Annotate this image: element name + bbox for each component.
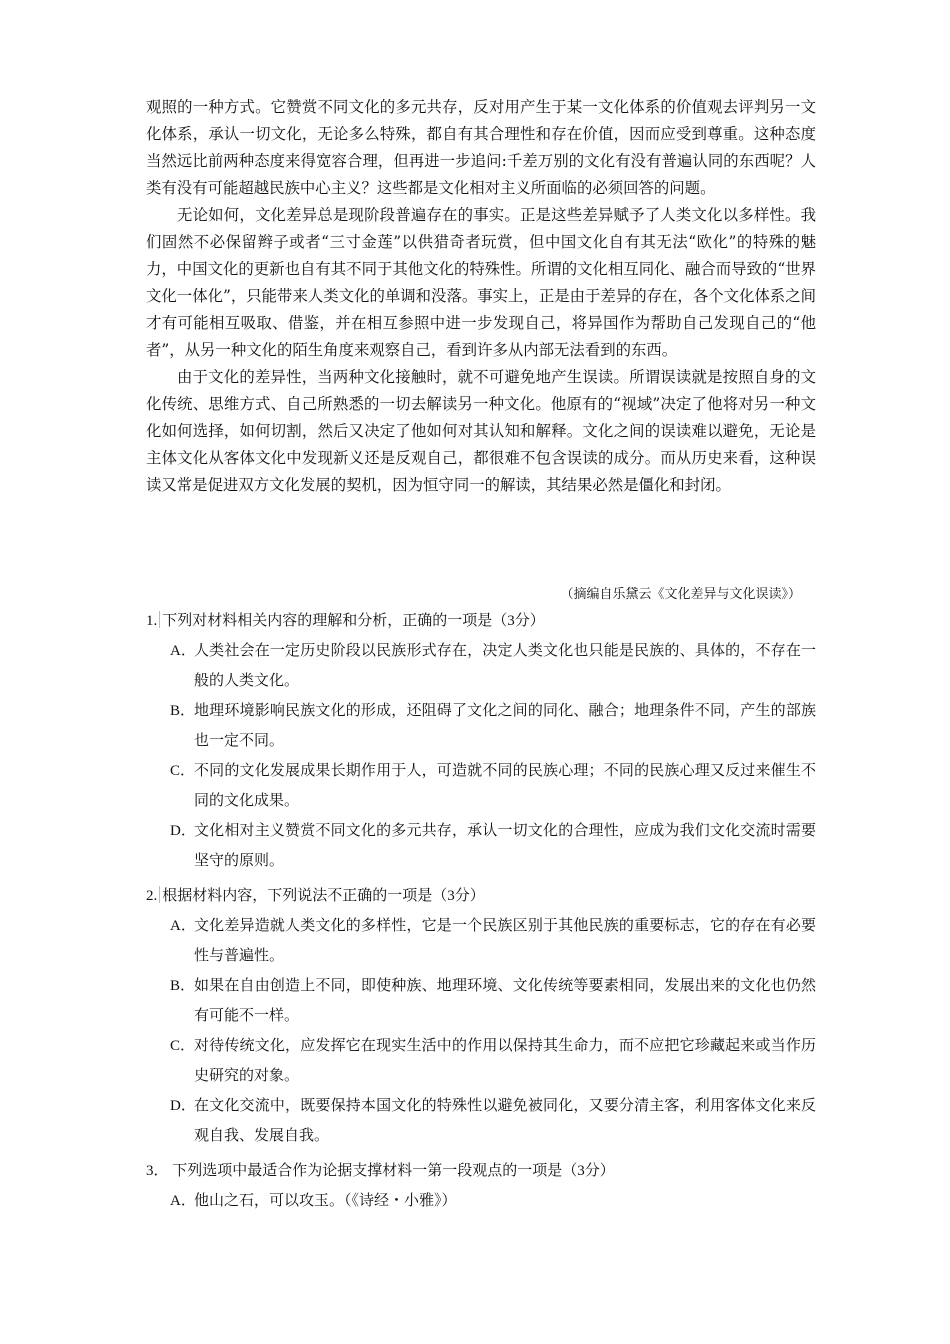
option-d [146, 1091, 816, 1151]
option-letter: B． [170, 978, 196, 994]
option-a [146, 1186, 816, 1216]
option-text: 不同的文化发展成果长期作用于人，可造就不同的民族心理；不同的民族心理又反过来催生不同的文化成果。 [194, 763, 816, 809]
option-letter: A． [170, 1193, 196, 1209]
option-text: 在文化交流中，既要保持本国文化的特殊性以避免被同化，又要分清主客，利用客体文化来反观自我、发展自我。 [194, 1098, 816, 1144]
text-cursor-mark [159, 886, 160, 903]
question-1 [146, 606, 816, 876]
option-text: 文化差异造就人类文化的多样性，它是一个民族区别于其他民族的重要标志，它的存在有必要性与普遍性。 [194, 918, 816, 964]
option-letter: C． [170, 763, 196, 779]
passage-paragraph-3: 由于文化的差异性，当两种文化接触时，就不可避免地产生误读。所谓误读就是按照自身的文化传统、思维方式、自己所熟悉的一切去解读另一种文化。他原有的“视域”决定了他将对另一种文化如何选择，如何切割，然后又决定了他如何对其认知和解释。文化之间的误读难以避免，无论是主体文化从客体文化中发现新义还是反观自己，都很难不包含误读的成分。而从历史来看，这种误读又常是促进双方文化发展的契机，因为恒守同一的解读，其结果必然是僵化和封闭。 [146, 368, 816, 494]
option-letter: D． [170, 1098, 196, 1114]
option-letter: A． [170, 643, 196, 659]
option-text: 文化相对主义赞赏不同文化的多元共存，承认一切文化的合理性，应成为我们文化交流时需要坚守的原则。 [194, 823, 816, 869]
option-a [146, 911, 816, 971]
option-letter: C． [170, 1038, 196, 1054]
question-stem: 下列选项中最适合作为论据支撑材料一第一段观点的一项是（3分） [172, 1163, 615, 1179]
option-b [146, 971, 816, 1031]
option-letter: D． [170, 823, 196, 839]
option-c [146, 1031, 816, 1091]
option-letter: A． [170, 918, 196, 934]
question-number: 2. [146, 888, 158, 904]
question-stem: 根据材料内容，下列说法不正确的一项是（3分） [162, 888, 485, 904]
option-text: 如果在自由创造上不同，即使种族、地理环境、文化传统等要素相同，发展出来的文化也仍然有可能不一样。 [194, 978, 816, 1024]
option-a [146, 636, 816, 696]
question-3 [146, 1156, 816, 1216]
option-letter: B． [170, 703, 196, 719]
question-number: 1. [146, 613, 158, 629]
passage-paragraph-2: 无论如何，文化差异总是现阶段普遍存在的事实。正是这些差异赋予了人类文化以多样性。我们固然不必保留辫子或者“三寸金莲”以供猎奇者玩赏，但中国文化自有其无法“欧化”的特殊的魅力，中国文化的更新也自有其不同于其他文化的特殊性。所谓的文化相互同化、融合而导致的“世界文化一体化”，只能带来人类文化的单调和没落。事实上，正是由于差异的存在，各个文化体系之间才有可能相互吸取、借鉴，并在相互参照中进一步发现自己，将异国作为帮助自己发现自己的“他者”，从另一种文化的陌生角度来观察自己，看到许多从内部无法看到的东西。 [146, 206, 816, 359]
question-stem: 下列对材料相关内容的理解和分析，正确的一项是（3分） [162, 613, 545, 629]
option-text: 对待传统文化，应发挥它在现实生活中的作用以保持其生命力，而不应把它珍藏起来或当作历史研究的对象。 [194, 1038, 816, 1084]
passage-source: （摘编自乐黛云《文化差异与文化误读》） [560, 586, 801, 601]
option-b [146, 696, 816, 756]
question-2 [146, 881, 816, 1151]
option-text: 人类社会在一定历史阶段以民族形式存在，决定人类文化也只能是民族的、具体的，不存在一般的人类文化。 [194, 643, 816, 689]
option-text: 他山之石，可以攻玉。（《诗经・小雅》） [194, 1193, 457, 1209]
option-d [146, 816, 816, 876]
question-number: 3． [146, 1163, 169, 1179]
reading-passage [146, 94, 816, 499]
option-c [146, 756, 816, 816]
option-text: 地理环境影响民族文化的形成，还阻碍了文化之间的同化、融合；地理条件不同，产生的部族也一定不同。 [194, 703, 816, 749]
question-list [146, 606, 816, 1221]
passage-paragraph-1: 观照的一种方式。它赞赏不同文化的多元共存，反对用产生于某一文化体系的价值观去评判另一文化体系，承认一切文化，无论多么特殊，都自有其合理性和存在价值，因而应受到尊重。这种态度当然远比前两种态度来得宽容合理，但再进一步追问:千差万别的文化有没有普遍认同的东西呢？人类有没有可能超越民族中心主义？这些都是文化相对主义所面临的必须回答的问题。 [146, 98, 816, 197]
text-cursor-mark [159, 611, 160, 628]
